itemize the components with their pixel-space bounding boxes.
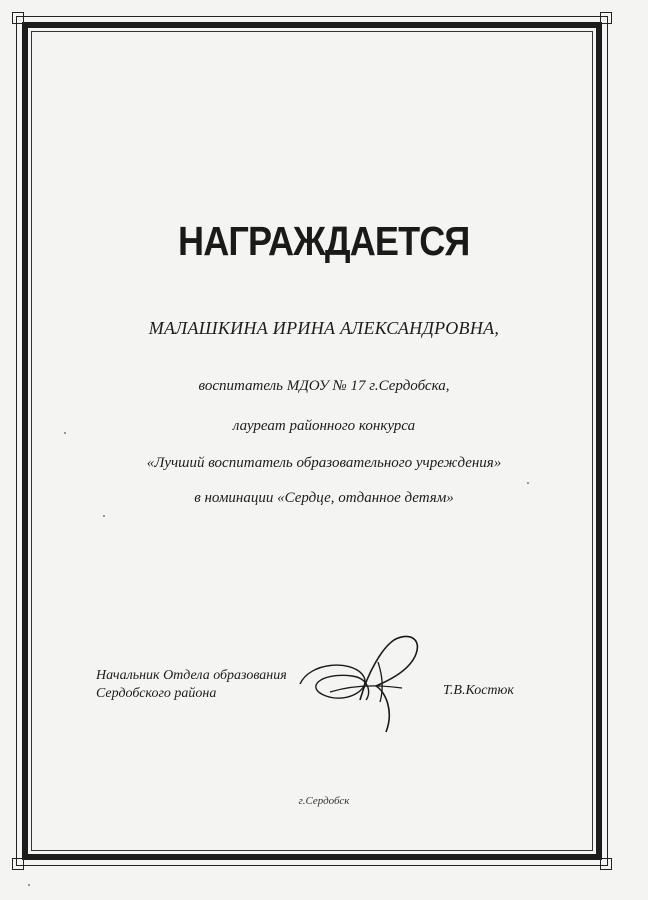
corner-ornament-bottom-right <box>600 858 612 870</box>
laureate-line: лауреат районного конкурса <box>232 418 416 434</box>
recipient-name: МАЛАШКИНА ИРИНА АЛЕКСАНДРОВНА, <box>148 318 500 338</box>
scan-speck <box>28 884 30 886</box>
issue-city: г.Сердобск <box>298 795 350 807</box>
position-line: воспитатель МДОУ № 17 г.Сердобска, <box>198 378 450 394</box>
handwritten-signature <box>290 622 430 742</box>
corner-ornament-bottom-left <box>12 858 24 870</box>
signatory-title-line2: Сердобского района <box>96 686 217 701</box>
contest-name-line: «Лучший воспитатель образовательного учреждения» <box>146 455 502 471</box>
nomination-line: в номинации «Сердце, отданное детям» <box>194 490 454 506</box>
scan-speck <box>64 432 66 434</box>
certificate-heading: НАГРАЖДАЕТСЯ <box>178 218 470 264</box>
signatory-title-line1: Начальник Отдела образования <box>96 668 287 683</box>
corner-ornament-top-right <box>600 12 612 24</box>
corner-ornament-top-left <box>12 12 24 24</box>
scan-speck <box>103 515 105 517</box>
signatory-name: Т.В.Костюк <box>443 683 514 698</box>
scan-speck <box>527 482 529 484</box>
